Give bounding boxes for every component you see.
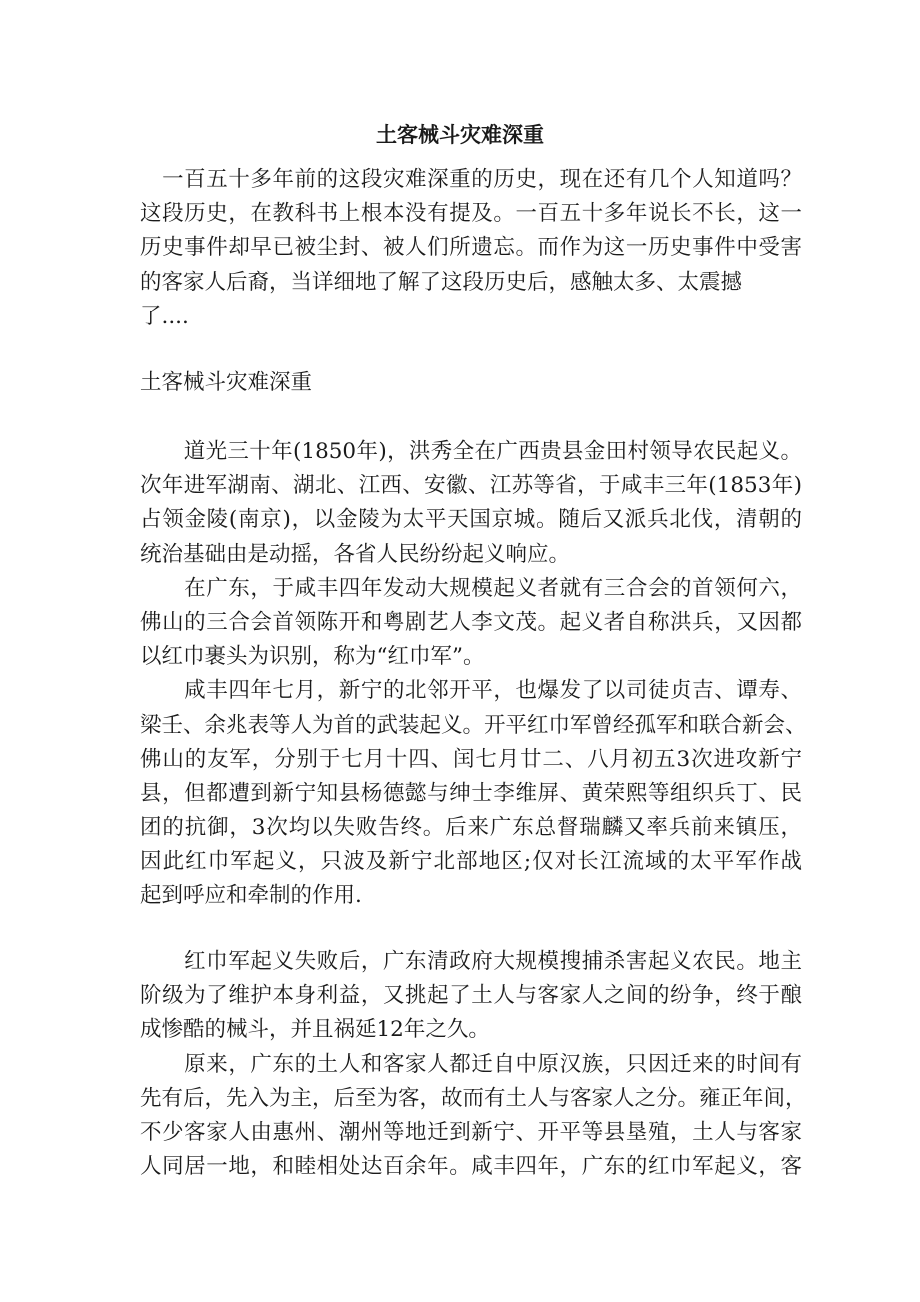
text-line: 起到呼应和牵制的作用. [140, 883, 362, 909]
text-line: 红巾军起义失败后，广东清政府大规模搜捕杀害起义农民。地主 [140, 949, 802, 974]
text-line: 人同居一地，和睦相处达百余年。咸丰四年，广东的红巾军起义，客 [140, 1154, 802, 1180]
body-section-2 [140, 945, 807, 1184]
text-line: 成惨酷的械斗，并且祸延12年之久。 [140, 1017, 490, 1043]
text-line: 次年进军湖南、湖北、江西、安徽、江苏等省，于咸丰三年(1853年) [140, 473, 802, 499]
text-line: 先有后，先入为主，后至为客，故而有土人与客家人之分。雍正年间， [140, 1085, 807, 1111]
text-line: 佛山的三合会首领陈开和粤剧艺人李文茂。起义者自称洪兵，又因都 [140, 609, 802, 635]
intro-paragraph [140, 163, 802, 334]
body-section-1 [140, 435, 807, 914]
text-line: 这段历史，在教科书上根本没有提及。一百五十多年说长不长，这一 [140, 201, 802, 227]
text-line: 以红巾裹头为识别，称为“红巾军”。 [140, 644, 485, 670]
text-line: 了.... [140, 303, 189, 329]
text-line: 一百五十多年前的这段灾难深重的历史，现在还有几个人知道吗？ [140, 167, 802, 192]
text-line: 团的抗御，3次均以失败告终。后来广东总督瑞麟又率兵前来镇压， [140, 815, 802, 841]
text-line: 阶级为了维护本身利益，又挑起了土人与客家人之间的纷争，终于酿 [140, 983, 802, 1009]
text-line: 梁壬、余兆表等人为首的武装起义。开平红巾军曾经孤军和联合新会、 [140, 712, 807, 738]
text-line: 占领金陵(南京)，以金陵为太平天国京城。随后又派兵北伐，清朝的 [140, 507, 802, 533]
section-heading [140, 366, 802, 400]
text-line: 不少客家人由惠州、潮州等地迁到新宁、开平等县垦殖，土人与客家 [140, 1119, 802, 1145]
text-line: 道光三十年(1850年)，洪秀全在广西贵县金田村领导农民起义。 [140, 439, 802, 464]
text-line: 历史事件却早已被尘封、被人们所遗忘。而作为这一历史事件中受害 [140, 235, 802, 261]
text-line: 咸丰四年七月，新宁的北邻开平，也爆发了以司徒贞吉、谭寿、 [140, 678, 802, 704]
section-heading-text: 土客械斗灾难深重 [140, 370, 313, 395]
text-line: 原来，广东的土人和客家人都迁自中原汉族，只因迁来的时间有 [140, 1051, 802, 1077]
text-line: 因此红巾军起义，只波及新宁北部地区;仅对长江流域的太平军作战 [140, 849, 802, 875]
text-line: 的客家人后裔，当详细地了解了这段历史后，感触太多、太震撼 [140, 269, 743, 295]
document-title: 土客械斗灾难深重 [376, 122, 544, 147]
text-line: 在广东，于咸丰四年发动大规模起义者就有三合会的首领何六， [140, 575, 802, 601]
text-line: 县，但都遭到新宁知县杨德懿与绅士李维屏、黄荣熙等组织兵丁、民 [140, 780, 802, 806]
text-line: 统治基础由是动摇，各省人民纷纷起义响应。 [140, 541, 571, 567]
text-line: 佛山的友军，分别于七月十四、闰七月廿二、八月初五3次进攻新宁 [140, 746, 802, 772]
